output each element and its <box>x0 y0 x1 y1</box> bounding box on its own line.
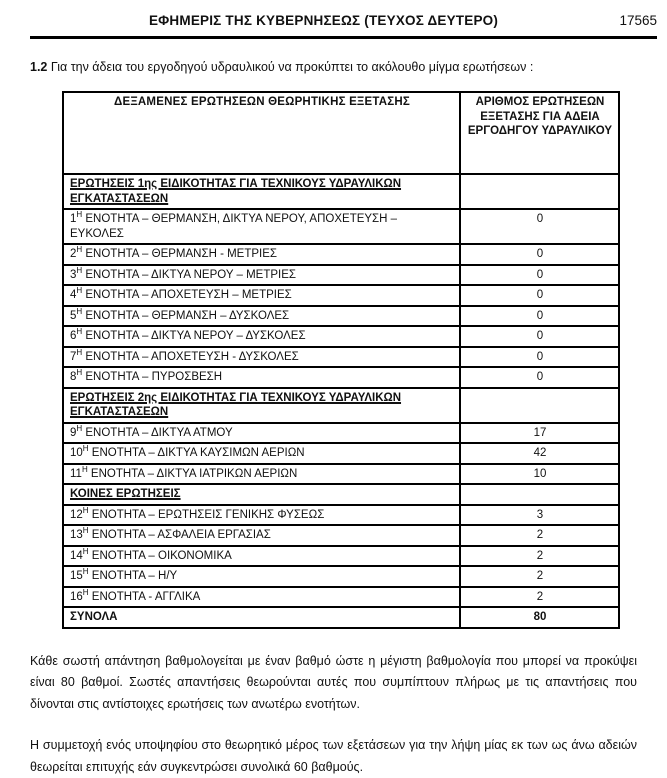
unit-label: ΕΝΟΤΗΤΑ – ΑΠΟΧΕΤΕΥΣΗ – ΜΕΤΡΙΕΣ <box>82 289 292 301</box>
question-category-cell <box>63 607 460 628</box>
unit-ordinal-suffix: Η <box>82 546 89 556</box>
section-label: ΕΡΩΤΗΣΕΙΣ 2ης ΕΙΔΙΚΟΤΗΤΑΣ ΓΙΑ ΤΕΧΝΙΚΟΥΣ ΥΔΡΑΥΛΙΚΩΝ ΕΓΚΑΤΑΣΤΑΣΕΩΝ <box>70 391 402 418</box>
question-count-cell <box>460 174 619 209</box>
question-count-cell: 2 <box>460 566 619 587</box>
unit-label: ΕΝΟΤΗΤΑ – ΟΙΚΟΝΟΜΙΚΑ <box>88 549 232 562</box>
unit-ordinal-suffix: Η <box>76 265 83 275</box>
question-count-cell <box>460 388 619 423</box>
unit-number: 10 <box>70 447 83 459</box>
question-count-cell: 0 <box>460 265 619 286</box>
unit-ordinal-suffix: Η <box>82 444 89 454</box>
unit-number: 4 <box>70 289 77 301</box>
table-row <box>63 443 619 464</box>
gazette-title: ΕΦΗΜΕΡΙΣ ΤΗΣ ΚΥΒΕΡΝΗΣΕΩΣ (ΤΕΥΧΟΣ ΔΕΥΤΕΡΟ) <box>148 13 499 28</box>
unit-number: 8 <box>70 371 77 383</box>
section-label: ΚΟΙΝΕΣ ΕΡΩΤΗΣΕΙΣ <box>70 488 181 500</box>
intro-text: Για την άδεια του εργοδηγού υδραυλικού να προκύπτει το ακόλουθο μίγμα ερωτήσεων : <box>50 60 534 74</box>
table-row <box>63 367 619 388</box>
total-row <box>63 607 619 628</box>
unit-label: ΕΝΟΤΗΤΑ – ΔΙΚΤΥΑ ΝΕΡΟΥ – ΜΕΤΡΙΕΣ <box>82 268 296 281</box>
question-category-cell <box>63 525 460 546</box>
unit-number: 3 <box>70 268 77 281</box>
question-category-cell <box>63 423 460 444</box>
question-category-cell <box>63 326 460 347</box>
question-count-cell: 2 <box>460 546 619 567</box>
unit-label: ΕΝΟΤΗΤΑ – Η/Υ <box>88 570 178 582</box>
unit-label: ΕΝΟΤΗΤΑ – ΘΕΡΜΑΝΣΗ – ΔΥΣΚΟΛΕΣ <box>82 309 290 322</box>
unit-ordinal-suffix: Η <box>76 306 83 316</box>
question-category-cell <box>63 244 460 265</box>
total-label: ΣΥΝΟΛΑ <box>70 611 118 623</box>
intro-paragraph <box>30 59 637 76</box>
unit-label: ΕΝΟΤΗΤΑ – ΕΡΩΤΗΣΕΙΣ ΓΕΝΙΚΗΣ ΦΥΣΕΩΣ <box>88 508 325 521</box>
unit-label: ΕΝΟΤΗΤΑ – ΠΥΡΟΣΒΕΣΗ <box>82 371 223 383</box>
question-count-cell: 42 <box>460 443 619 464</box>
unit-ordinal-suffix: Η <box>82 567 89 577</box>
unit-number: 6 <box>70 330 77 342</box>
header-row <box>63 92 619 174</box>
table-body <box>63 174 619 628</box>
question-category-cell <box>63 285 460 306</box>
question-category-cell <box>63 209 460 244</box>
unit-number: 15 <box>70 570 83 582</box>
question-count-cell: 10 <box>460 464 619 485</box>
table-row <box>63 505 619 526</box>
running-head <box>30 13 657 33</box>
question-category-cell <box>63 566 460 587</box>
question-count-cell: 80 <box>460 607 619 628</box>
table-header <box>63 92 619 174</box>
table-row <box>63 525 619 546</box>
question-count-cell: 3 <box>460 505 619 526</box>
table-row <box>63 464 619 485</box>
unit-ordinal-suffix: Η <box>76 368 83 378</box>
question-count-cell: 2 <box>460 587 619 608</box>
unit-ordinal-suffix: Η <box>76 327 83 337</box>
unit-label: ΕΝΟΤΗΤΑ – ΔΙΚΤΥΑ ΙΑΤΡΙΚΩΝ ΑΕΡΙΩΝ <box>87 467 298 480</box>
scoring-paragraph: Κάθε σωστή απάντηση βαθμολογείται με έναν βαθμό ώστε η μέγιστη βαθμολογία που μπορεί να προκύψει είναι 80 βαθμοί. Σωστές απαντήσεις θεωρούνται αυτές που συμπίπτουν πλήρως με τις απαντήσεις που δίνονται στις αντίστοιχες ερωτήσεις των ανωτέρω ενοτήτων. <box>30 653 637 711</box>
section-row <box>63 484 619 505</box>
table-row <box>63 347 619 368</box>
section-row <box>63 174 619 209</box>
unit-number: 5 <box>70 309 77 322</box>
section-row <box>63 388 619 423</box>
question-count-cell: 0 <box>460 306 619 327</box>
unit-number: 9 <box>70 426 77 439</box>
table-row <box>63 265 619 286</box>
unit-ordinal-suffix: Η <box>76 286 83 296</box>
question-category-cell <box>63 174 460 209</box>
table-row <box>63 423 619 444</box>
unit-number: 14 <box>70 549 83 562</box>
table-row <box>63 566 619 587</box>
unit-ordinal-suffix: Η <box>82 587 89 597</box>
question-category-cell <box>63 306 460 327</box>
unit-number: 13 <box>70 529 83 541</box>
unit-label: ΕΝΟΤΗΤΑ – ΑΠΟΧΕΤΕΥΣΗ - ΔΥΣΚΟΛΕΣ <box>82 350 299 363</box>
unit-ordinal-suffix: Η <box>82 505 89 515</box>
question-category-cell <box>63 484 460 505</box>
question-category-cell <box>63 367 460 388</box>
unit-label: ΕΝΟΤΗΤΑ – ΘΕΡΜΑΝΣΗ - ΜΕΤΡΙΕΣ <box>82 248 278 260</box>
unit-label: ΕΝΟΤΗΤΑ – ΘΕΡΜΑΝΣΗ, ΔΙΚΤΥΑ ΝΕΡΟΥ, ΑΠΟΧΕΤΕΥΣΗ – ΕΥΚΟΛΕΣ <box>70 213 398 240</box>
unit-number: 7 <box>70 350 77 363</box>
unit-ordinal-suffix: Η <box>76 210 83 220</box>
unit-label: ΕΝΟΤΗΤΑ - ΑΓΓΛΙΚΑ <box>88 590 201 603</box>
unit-ordinal-suffix: Η <box>81 464 88 474</box>
table-row <box>63 326 619 347</box>
unit-ordinal-suffix: Η <box>82 526 89 536</box>
unit-ordinal-suffix: Η <box>76 245 83 255</box>
unit-number: 12 <box>70 508 83 521</box>
question-count-cell: 0 <box>460 244 619 265</box>
column-header-question-count: ΑΡΙΘΜΟΣ ΕΡΩΤΗΣΕΩΝ ΕΞΕΤΑΣΗΣ ΓΙΑ ΑΔΕΙΑ ΕΡΓΟΔΗΓΟΥ ΥΔΡΑΥΛΙΚΟΥ <box>460 92 619 174</box>
question-category-cell <box>63 464 460 485</box>
page-number: 17565 <box>619 13 657 28</box>
question-category-cell <box>63 443 460 464</box>
question-count-cell: 0 <box>460 209 619 244</box>
question-count-cell: 0 <box>460 285 619 306</box>
table-row <box>63 546 619 567</box>
header-rule <box>30 36 657 39</box>
question-category-cell <box>63 265 460 286</box>
gazette-page <box>0 13 667 774</box>
question-count-cell: 0 <box>460 347 619 368</box>
question-count-cell: 17 <box>460 423 619 444</box>
column-header-question-pools: ΔΕΞΑΜΕΝΕΣ ΕΡΩΤΗΣΕΩΝ ΘΕΩΡΗΤΙΚΗΣ ΕΞΕΤΑΣΗΣ <box>63 92 460 174</box>
question-category-cell <box>63 546 460 567</box>
unit-ordinal-suffix: Η <box>76 423 83 433</box>
question-category-cell <box>63 347 460 368</box>
unit-label: ΕΝΟΤΗΤΑ – ΔΙΚΤΥΑ ΝΕΡΟΥ – ΔΥΣΚΟΛΕΣ <box>82 330 306 342</box>
question-count-cell: 0 <box>460 326 619 347</box>
table-row <box>63 306 619 327</box>
unit-label: ΕΝΟΤΗΤΑ – ΔΙΚΤΥΑ ΚΑΥΣΙΜΩΝ ΑΕΡΙΩΝ <box>88 447 305 459</box>
table-row <box>63 285 619 306</box>
pass-threshold-paragraph: Η συμμετοχή ενός υποψηφίου στο θεωρητικό μέρος των εξετάσεων για την λήψη μίας εκ των ως άνω αδειών θεωρείται επιτυχής εάν συγκεντρώσει συνολικά 60 βαθμούς. <box>30 738 637 774</box>
unit-number: 2 <box>70 248 77 260</box>
question-category-cell <box>63 505 460 526</box>
clause-number: 1.2 <box>30 60 48 74</box>
unit-number: 16 <box>70 590 83 603</box>
table-row <box>63 209 619 244</box>
unit-number: 11 <box>70 467 82 480</box>
table-row <box>63 244 619 265</box>
question-count-cell: 2 <box>460 525 619 546</box>
exam-questions-table <box>62 91 620 629</box>
section-label: ΕΡΩΤΗΣΕΙΣ 1ης ΕΙΔΙΚΟΤΗΤΑΣ ΓΙΑ ΤΕΧΝΙΚΟΥΣ ΥΔΡΑΥΛΙΚΩΝ ΕΓΚΑΤΑΣΤΑΣΕΩΝ <box>70 178 402 205</box>
question-count-cell <box>460 484 619 505</box>
question-category-cell <box>63 388 460 423</box>
question-count-cell: 0 <box>460 367 619 388</box>
unit-number: 1 <box>70 213 77 225</box>
unit-label: ΕΝΟΤΗΤΑ – ΑΣΦΑΛΕΙΑ ΕΡΓΑΣΙΑΣ <box>88 529 271 541</box>
unit-ordinal-suffix: Η <box>76 347 83 357</box>
unit-label: ΕΝΟΤΗΤΑ – ΔΙΚΤΥΑ ΑΤΜΟΥ <box>82 426 233 439</box>
question-category-cell <box>63 587 460 608</box>
table-row <box>63 587 619 608</box>
